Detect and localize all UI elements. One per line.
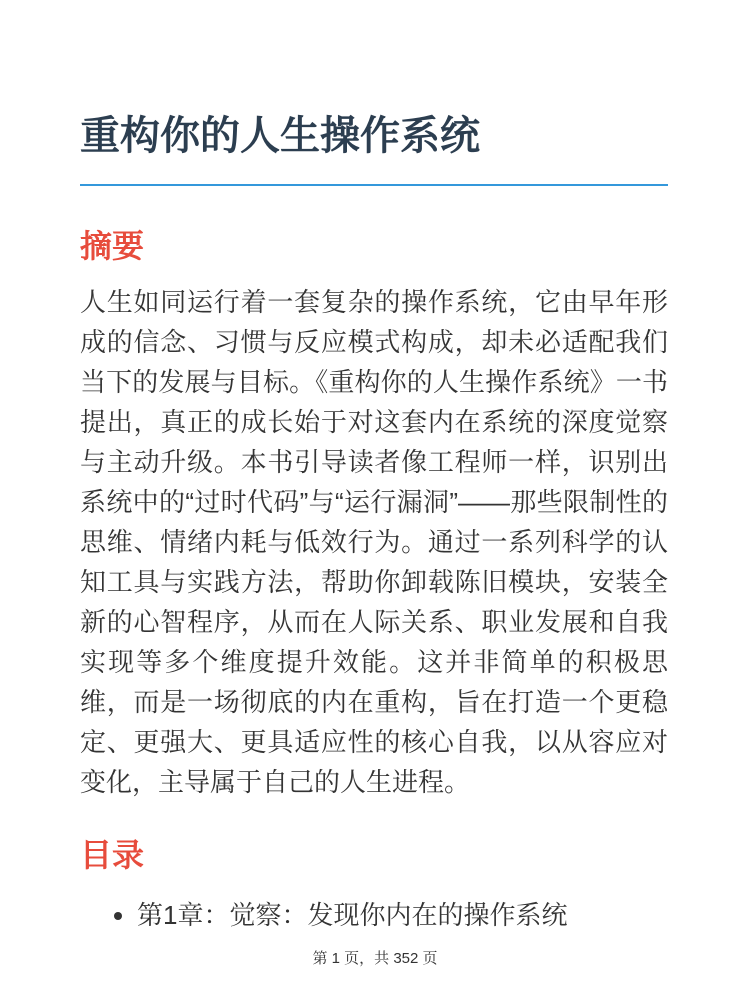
abstract-heading: 摘要 [80, 228, 145, 264]
page-number-indicator: 第 1 页，共 352 页 [312, 950, 438, 967]
title-divider [80, 184, 668, 186]
document-title: 重构你的人生操作系统 [80, 114, 480, 158]
abstract-paragraph: 人生如同运行着一套复杂的操作系统，它由早年形成的信念、习惯与反应模式构成，却未必适配我们当下的发展与目标。《重构你的人生操作系统》一书提出，真正的成长始于对这套内在系统的深度觉察与主动升级。本书引导读者像工程师一样，识别出系统中的“过时代码”与“运行漏洞”——那些限制性的思维、情绪内耗与低效行为。通过一系列科学的认知工具与实践方法，帮助你卸载陈旧模块，安装全新的心智程序，从而在人际关系、职业发展和自我实现等多个维度提升效能。这并非简单的积极思维，而是一场彻底的内在重构，旨在打造一个更稳定、更强大、更具适应性的核心自我，以从容应对变化，主导属于自己的人生进程。 [80, 287, 668, 797]
toc-item-chapter-1: • 第1章：觉察：发现你内在的操作系统 [137, 895, 668, 935]
toc-heading: 目录 [80, 837, 145, 873]
toc-list [80, 895, 668, 935]
